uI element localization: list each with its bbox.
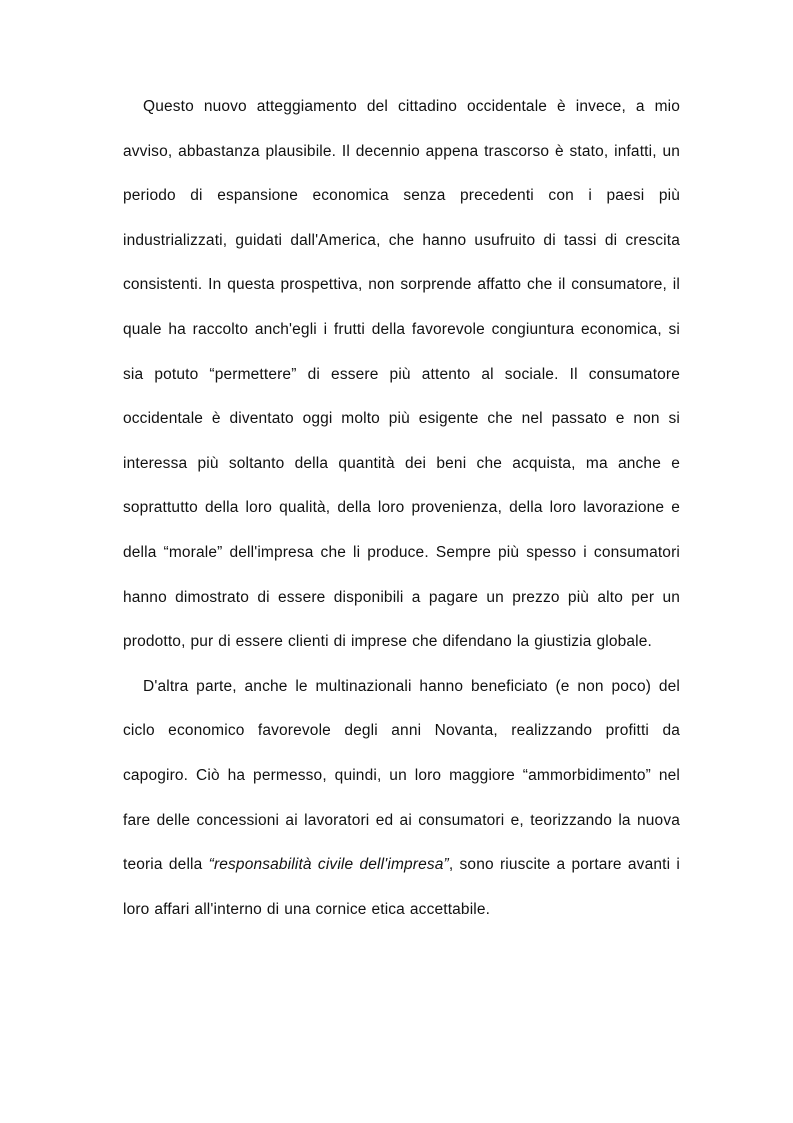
body-text xyxy=(123,85,680,932)
paragraph-1 xyxy=(123,85,680,665)
paragraph-2-text-before: D'altra parte, anche le multinazionali hanno beneficiato (e non poco) del ciclo economico favorevole degli anni Novanta, realizzando profitti da capogiro. Ciò ha permesso, quindi, un loro maggiore “ammorbidimento” nel fare delle concessioni ai lavoratori ed ai consumatori e, teorizzando la nuova teoria della xyxy=(123,677,680,874)
paragraph-2 xyxy=(123,665,680,933)
paragraph-2-emphasis: “responsabilità civile dell'impresa” xyxy=(208,856,449,874)
paragraph-1-text: Questo nuovo atteggiamento del cittadino occidentale è invece, a mio avviso, abbastanza plausibile. Il decennio appena trascorso è stato, infatti, un periodo di espansione economica senza precedenti con i paesi più industrializzati, guidati dall'America, che hanno usufruito di tassi di crescita consistenti. In questa prospettiva, non sorprende affatto che il consumatore, il quale ha raccolto anch'egli i frutti della favorevole congiuntura economica, si sia potuto “permettere” di essere più attento al sociale. Il consumatore occidentale è diventato oggi molto più esigente che nel passato e non si interessa più soltanto della quantità dei beni che acquista, ma anche e soprattutto della loro qualità, della loro provenienza, della loro lavorazione e della “morale” dell'impresa che li produce. Sempre più spesso i consumatori hanno dimostrato di essere disponibili a pagare un prezzo più alto per un prodotto, pur di essere clienti di imprese che difendano la giustizia globale. xyxy=(123,98,680,651)
paragraph-2-text-after: , sono riuscite a portare avanti i loro affari all'interno di una cornice etica accettabile. xyxy=(123,856,680,918)
